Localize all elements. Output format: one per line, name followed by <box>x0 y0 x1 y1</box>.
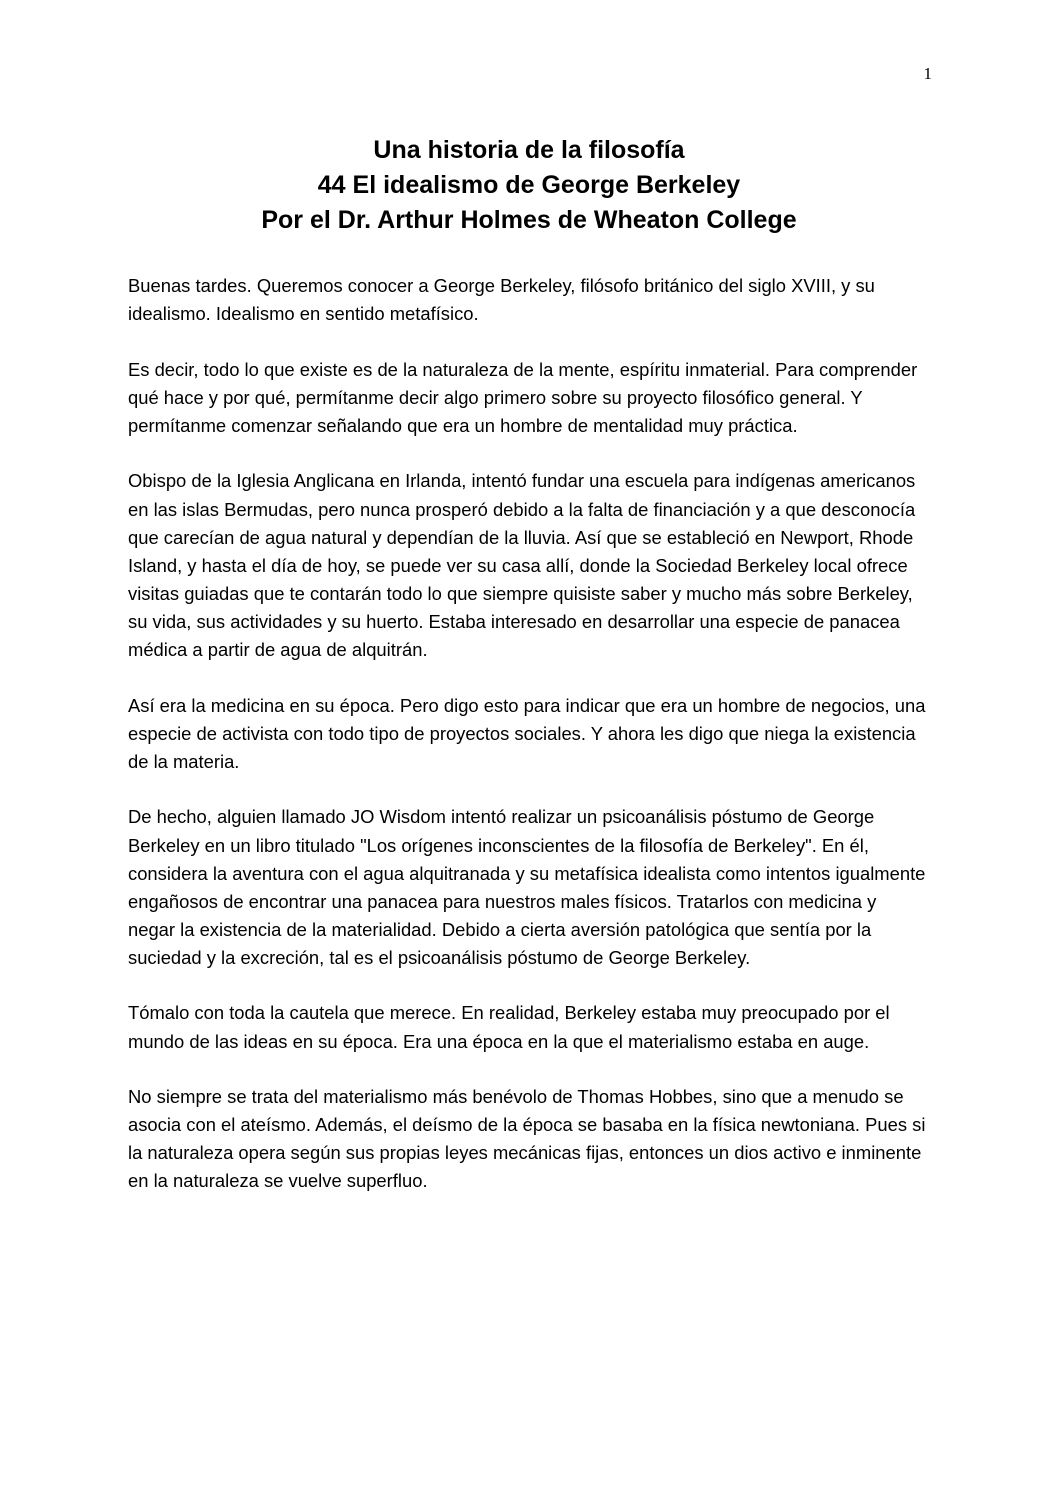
paragraph: Es decir, todo lo que existe es de la naturaleza de la mente, espíritu inmaterial. Para comprender qué hace y por qué, permítanme decir algo primero sobre su proyecto filosófico general. Y permítanme comenzar señalando que era un hombre de mentalidad muy práctica. <box>128 358 918 436</box>
paragraph: Así era la medicina en su época. Pero digo esto para indicar que era un hombre de negocios, una especie de activista con todo tipo de proyectos sociales. Y ahora les digo que niega la existencia de la materia. <box>128 694 926 772</box>
paragraph: Obispo de la Iglesia Anglicana en Irlanda, intentó fundar una escuela para indígenas americanos en las islas Bermudas, pero nunca prosperó debido a la falta de financiación y a que desconocía que carecían de agua natural y dependían de la lluvia. Así que se estableció en Newport, Rhode Island, y hasta el día de hoy, se puede ver su casa allí, donde la Sociedad Berkeley local ofrece visitas guiadas que te contarán todo lo que siempre quisiste saber y mucho más sobre Berkeley, su vida, sus actividades y su huerto. Estaba interesado en desarrollar una especie de panacea médica a partir de agua de alquitrán. <box>128 470 916 661</box>
title-line-lecture: 44 El idealismo de George Berkeley <box>317 171 741 199</box>
document-body <box>128 272 928 1223</box>
page-number: 1 <box>923 64 932 83</box>
paragraph: Buenas tardes. Queremos conocer a George Berkeley, filósofo británico del siglo XVIII, y su idealismo. Idealismo en sentido metafísico. <box>128 275 875 325</box>
title-line-series: Una historia de la filosofía <box>373 136 685 164</box>
title-line-author: Por el Dr. Arthur Holmes de Wheaton College <box>261 206 797 234</box>
paragraph: De hecho, alguien llamado JO Wisdom intentó realizar un psicoanálisis póstumo de George Berkeley en un libro titulado "Los orígenes inconscientes de la filosofía de Berkeley". En él, considera la aventura con el agua alquitranada y su metafísica idealista como intentos igualmente engañosos de encontrar una panacea para nuestros males físicos. Tratarlos con medicina y negar la existencia de la materialidad. Debido a cierta aversión patológica que sentía por la suciedad y la excreción, tal es el psicoanálisis póstumo de George Berkeley. <box>128 806 926 968</box>
paragraph: Tómalo con toda la cautela que merece. En realidad, Berkeley estaba muy preocupado por el mundo de las ideas en su época. Era una época en la que el materialismo estaba en auge. <box>128 1002 890 1052</box>
paragraph: No siempre se trata del materialismo más benévolo de Thomas Hobbes, sino que a menudo se asocia con el ateísmo. Además, el deísmo de la época se basaba en la física newtoniana. Pues si la naturaleza opera según sus propias leyes mecánicas fijas, entonces un dios activo e inminente en la naturaleza se vuelve superfluo. <box>128 1086 926 1192</box>
document-title <box>0 133 1058 238</box>
